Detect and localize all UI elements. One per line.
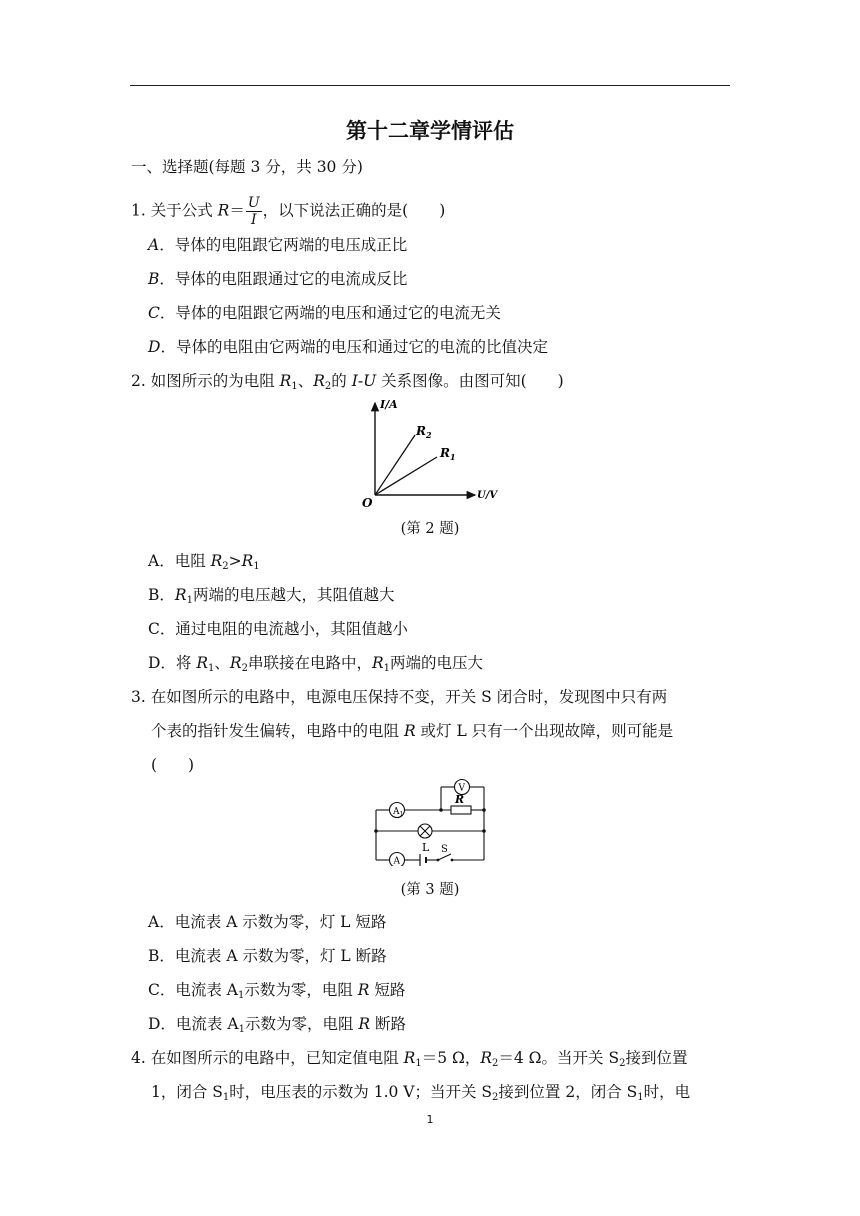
x-axis-label: U/V — [477, 490, 498, 501]
q3-option-b: B．电流表 A 示数为零，灯 L 断路 — [148, 947, 387, 965]
iu-graph — [355, 395, 505, 510]
q2-option-d: D．将 $R_1$、$R_2$串联接在电路中，$R_1$两端的电压大 — [148, 654, 484, 674]
question-3-line-3: ( ) — [151, 756, 195, 774]
q1-option-c: C．导体的电阻跟它两端的电压和通过它的电流无关 — [148, 304, 501, 322]
line-r1 — [375, 457, 437, 495]
lamp-label: L — [422, 841, 430, 854]
q1-option-b: B．导体的电阻跟通过它的电流成反比 — [148, 270, 408, 288]
question-2-stem: 2. 如图所示的为电阻 $R_1$、$R_2$的 I-U 关系图像。由图可知( ) — [131, 372, 564, 392]
line-r2 — [375, 435, 415, 495]
q1-option-a: A．导体的电阻跟它两端的电压成正比 — [148, 236, 408, 254]
fraction-u-over-i: $\frac{U}{I}$ — [247, 195, 260, 228]
question-4-line-1: 4. 在如图所示的电路中，已知定值电阻 $R_1=5$ Ω，$R_2=4$ Ω。当开关 $S_2$接到位置 — [131, 1049, 688, 1069]
voltmeter-label: V — [458, 783, 465, 794]
q2-option-b: B．$R_1$两端的电压越大，其阻值越大 — [148, 586, 395, 606]
question-3-line-1: 3. 在如图所示的电路中，电源电压保持不变，开关 S 闭合时，发现图中只有两 — [131, 688, 668, 706]
q3-option-c: C．电流表 $A_1$示数为零，电阻 R 短路 — [148, 981, 406, 1001]
q3-option-d: D．电流表 $A_1$示数为零，电阻 R 断路 — [148, 1015, 406, 1035]
r2-label: $R_2$ — [416, 424, 432, 440]
q2-option-a: A．电阻 $R_2>R_1$ — [148, 552, 260, 572]
ammeter-a-label: A — [393, 856, 400, 866]
q3-option-a: A．电流表 A 示数为零，灯 L 短路 — [148, 913, 387, 931]
q2-option-c: C．通过电阻的电流越小，其阻值越小 — [148, 620, 408, 638]
section-heading: 一、选择题(每题 3 分，共 30 分) — [131, 158, 363, 176]
page-title: 第十二章学情评估 — [346, 119, 514, 143]
q1-option-d: D．导体的电阻由它两端的电压和通过它的电流的比值决定 — [148, 338, 548, 356]
circuit-diagram-3 — [368, 774, 492, 866]
r1-label: $R_1$ — [440, 446, 456, 462]
figure-3-caption: (第 3 题) — [400, 882, 460, 898]
resistor-label: R — [455, 793, 465, 806]
origin-label: O — [362, 496, 373, 510]
question-4-line-2: 1，闭合 $S_1$时，电压表的示数为 1.0 V；当开关 $S_2$接到位置 2，闭合 $S_1$时，电 — [151, 1083, 691, 1103]
question-1-stem: 1. 关于公式 R＝ $\frac{U}{I}$ ，以下说法正确的是( ) — [131, 195, 446, 228]
y-axis-label: I/A — [380, 398, 398, 411]
ammeter-a1-label: $A_1$ — [393, 807, 404, 818]
figure-2-caption: (第 2 题) — [400, 521, 460, 537]
header-rule — [130, 85, 730, 86]
page-number: 1 — [426, 1113, 434, 1126]
question-3-line-2: 个表的指针发生偏转，电路中的电阻 R 或灯 L 只有一个出现故障，则可能是 — [151, 722, 674, 740]
switch-label: S — [441, 844, 448, 855]
